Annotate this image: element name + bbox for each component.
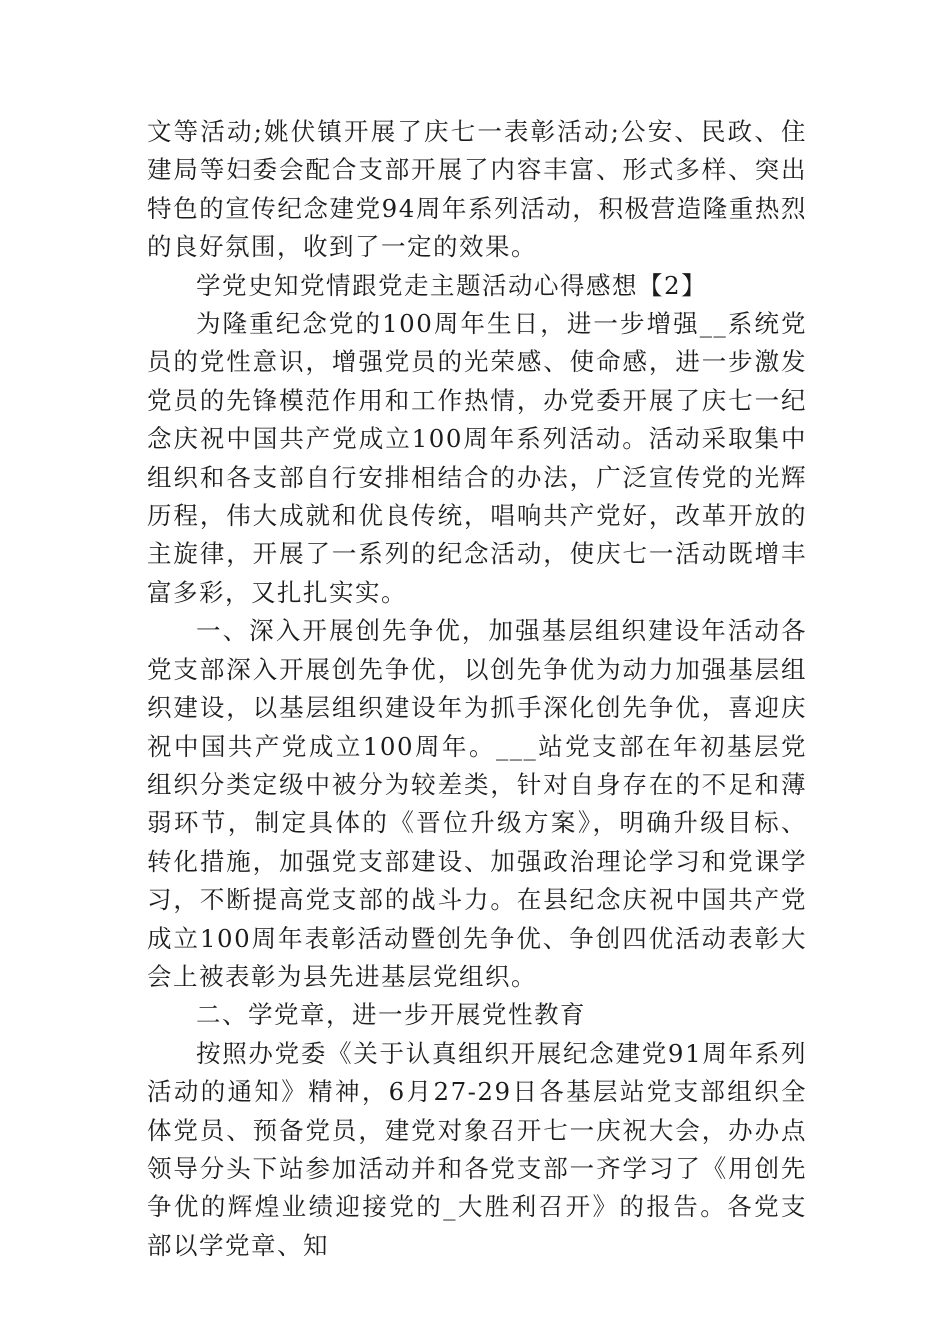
paragraph-point-two-body: 按照办党委《关于认真组织开展纪念建党91周年系列活动的通知》精神，6月27-29日各基层站党支部组织全体党员、预备党员，建党对象召开七一庆祝大会，办办点领导分头下站参加活动并和各党支部一齐学习了《用创先争优的辉煌业绩迎接党的_大胜利召开》的报告。各党支部以学党章、知 [147,1038,807,1260]
paragraph-point-one: 一、深入开展创先争优，加强基层组织建设年活动各党支部深入开展创先争优，以创先争优为动力加强基层组织建设，以基层组织建设年为抓手深化创先争优，喜迎庆祝中国共产党成立100周年。___站党支部在年初基层党组织分类定级中被分为较差类，针对自身存在的不足和薄弱环节，制定具体的《晋位升级方案》，明确升级目标、转化措施，加强党支部建设、加强政治理论学习和党课学习，不断提高党支部的战斗力。在县纪念庆祝中国共产党成立100周年表彰活动暨创先争优、争创四优活动表彰大会上被表彰为县先进基层党组织。 [147,616,807,991]
paragraph-continuation: 文等活动;姚伏镇开展了庆七一表彰活动;公安、民政、住建局等妇委会配合支部开展了内容丰富、形式多样、突出特色的宣传纪念建党94周年系列活动，积极营造隆重热烈的良好氛围，收到了一定的效果。 [147,117,807,262]
document-body [147,113,807,1265]
paragraph-point-two-heading: 二、学党章，进一步开展党性教育 [196,1000,586,1030]
paragraph-intro: 为隆重纪念党的100周年生日，进一步增强__系统党员的党性意识，增强党员的光荣感、使命感，进一步激发党员的先锋模范作用和工作热情，办党委开展了庆七一纪念庆祝中国共产党成立100周年系列活动。活动采取集中组织和各支部自行安排相结合的办法，广泛宣传党的光辉历程，伟大成就和优良传统，唱响共产党好，改革开放的主旋律，开展了一系列的纪念活动，使庆七一活动既增丰富多彩，又扎扎实实。 [147,309,807,607]
section-heading-2: 学党史知党情跟党走主题活动心得感想【2】 [196,270,708,300]
